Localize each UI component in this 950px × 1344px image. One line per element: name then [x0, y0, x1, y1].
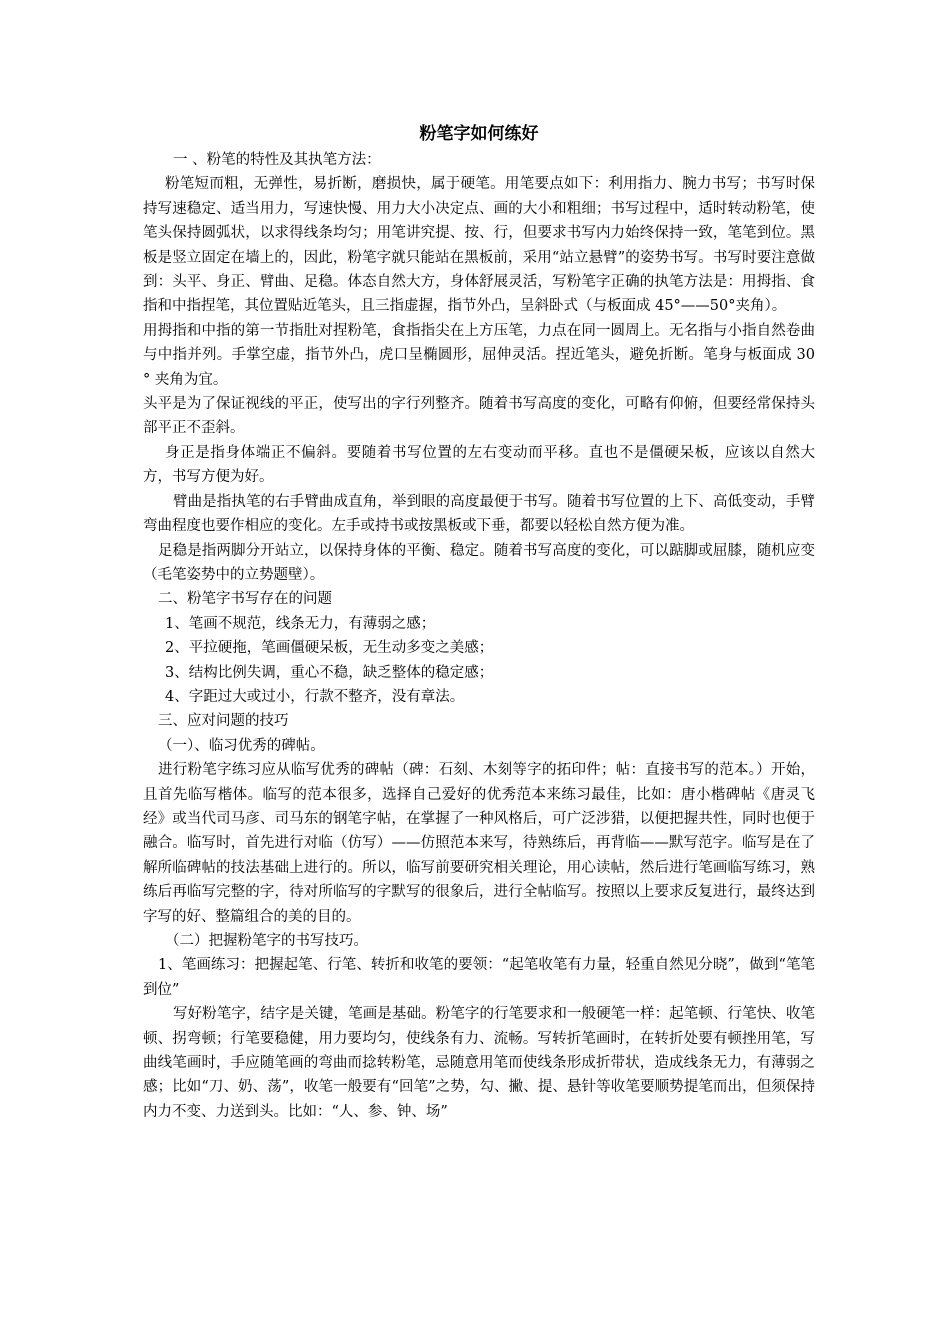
paragraph: 进行粉笔字练习应从临写优秀的碑帖（碑：石刻、木刻等字的拓印件；帖：直接书写的范本。）开始，且首先临写楷体。临写的范本很多，选择自己爱好的优秀范本来练习最佳，比如：唐小楷碑帖《唐灵飞经》或当代司马彦、司马东的钢笔字帖，在掌握了一种风格后，可广泛涉猎，以便把握共性，同时也便于融合。临写时，首先进行对临（仿写）——仿照范本来写，待熟练后，再背临——默写范字。临写是在了解所临碑帖的技法基础上进行的。所以，临写前要研究相关理论，用心读帖，然后进行笔画临写练习，熟练后再临写完整的字，待对所临写的字默写的很象后，进行全帖临写。按照以上要求反复进行，最终达到字写的好、整篇组合的美的目的。	[143, 762, 815, 925]
paragraph: 用拇指和中指的第一节指肚对捏粉笔，食指指尖在上方压笔，力点在同一圆周上。无名指与小指自然卷曲与中指并列。手掌空虚，指节外凸，虎口呈椭圆形，屈伸灵活。捏近笔头，避免折断。笔身与板面成 30 ° 夹角为宜。	[143, 322, 815, 388]
paragraph: 身正是指身体端正不偏斜。要随着书写位置的左右变动而平移。直也不是僵硬呆板，应该以自然大方，书写方便为好。	[143, 444, 815, 486]
paragraph: 粉笔短而粗，无弹性，易折断，磨损快，属于硬笔。用笔要点如下：利用指力、腕力书写；书写时保持写速稳定、适当用力，写速快慢、用力大小决定点、画的大小和粗细；书写过程中，适时转动粉笔，使笔头保持圆弧状，以求得线条均匀；用笔讲究提、按、行，但要求书写内力始终保持一致，笔笔到位。黑板是竖立固定在墙上的，因此，粉笔字就只能站在黑板前，采用“站立悬臂”的姿势书写。书写时要注意做到：头平、身正、臂曲、足稳。体态自然大方，身体舒展灵活，写粉笔字正确的执笔方法是：用拇指、食指和中指捏笔，其位置贴近笔头，且三指虚握，指节外凸，呈斜卧式（与板面成 45°——50°夹角）。	[143, 176, 815, 315]
paragraph: 3、结构比例失调，重心不稳，缺乏整体的稳定感；	[165, 664, 494, 681]
document-body	[143, 148, 815, 1124]
paragraph: 头平是为了保证视线的平正，使写出的字行列整齐。随着书写高度的变化，可略有仰俯，但要经常保持头部平正不歪斜。	[143, 396, 815, 437]
document-page	[143, 120, 815, 1124]
paragraph: 1、笔画练习：把握起笔、行笔、转折和收笔的要领：“起笔收笔有力量，轻重自然见分晓”，做到“笔笔到位”	[143, 957, 815, 998]
paragraph: 二、粉笔字书写存在的问题	[158, 591, 332, 608]
paragraph: （一）、临习优秀的碑帖。	[158, 737, 325, 754]
paragraph: （二）把握粉笔字的书写技巧。	[165, 933, 368, 949]
paragraph: 写好粉笔字，结字是关键，笔画是基础。粉笔字的行笔要求和一般硬笔一样：起笔顿、行笔快、收笔顿、拐弯顿；行笔要稳健，用力要均匀，使线条有力、流畅。写转折笔画时，在转折处要有顿挫用笔，写曲线笔画时，手应随笔画的弯曲而捻转粉笔，忌随意用笔而使线条形成折带状，造成线条无力，有薄弱之感；比如“刀、奶、荡”，收笔一般要有“回笔”之势，勾、撇、提、悬针等收笔要顺势提笔而出，但须保持内力不变、力送到头。比如：“人、参、钟、场”	[143, 1006, 815, 1120]
document-title: 粉笔字如何练好	[419, 124, 539, 144]
paragraph: 臂曲是指执笔的右手臂曲成直角，举到眼的高度最便于书写。随着书写位置的上下、高低变动，手臂弯曲程度也要作相应的变化。左手或持书或按黑板或下垂，都要以轻松自然方便为准。	[143, 493, 815, 535]
paragraph: 三、应对问题的技巧	[158, 713, 289, 730]
paragraph: 2、平拉硬拖，笔画僵硬呆板，无生动多变之美感；	[165, 640, 494, 657]
paragraph: 4、字距过大或过小，行款不整齐，没有章法。	[165, 688, 465, 705]
paragraph: 足稳是指两脚分开站立，以保持身体的平衡、稳定。随着书写高度的变化，可以踮脚或屈膝，随机应变（毛笔姿势中的立势题壁）。	[143, 542, 815, 583]
paragraph: 1、笔画不规范，线条无力，有薄弱之感；	[165, 615, 436, 632]
paragraph: 一 、粉笔的特性及其执笔方法：	[173, 152, 381, 168]
